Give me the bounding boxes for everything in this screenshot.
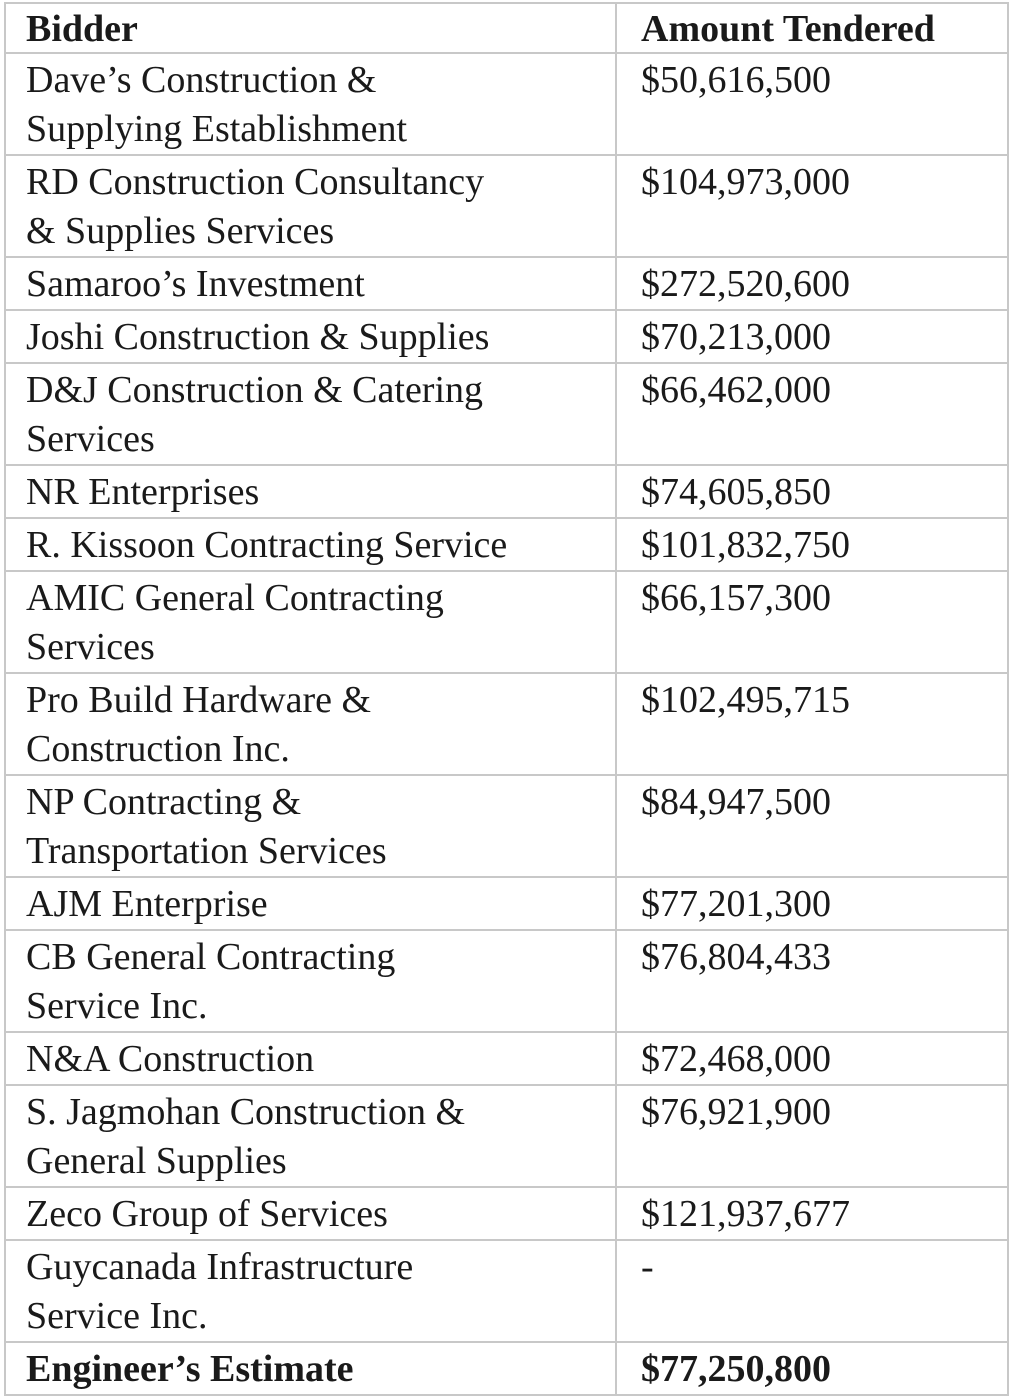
bidder-name-line: R. Kissoon Contracting Service — [26, 524, 508, 566]
table-row — [5, 53, 1008, 155]
amount-column-header: Amount Tendered — [616, 3, 1008, 53]
bidder-cell — [5, 775, 616, 877]
amount-cell: $66,157,300 — [616, 571, 1008, 673]
bidder-cell — [5, 1085, 616, 1187]
bidder-cell — [5, 673, 616, 775]
amount-cell: $66,462,000 — [616, 363, 1008, 465]
bidder-name-line: Services — [26, 418, 155, 460]
bidder-name-line: Dave’s Construction & — [26, 59, 377, 101]
table-row — [5, 1032, 1008, 1085]
table-row — [5, 363, 1008, 465]
bidder-cell — [5, 1032, 616, 1085]
bidder-name-line: RD Construction Consultancy — [26, 161, 485, 203]
amount-cell: $104,973,000 — [616, 155, 1008, 257]
bidder-cell — [5, 465, 616, 518]
amount-cell: $101,832,750 — [616, 518, 1008, 571]
header-row — [5, 3, 1008, 53]
bidder-name-line: & Supplies Services — [26, 210, 335, 252]
bidder-name-line: NP Contracting & — [26, 781, 302, 823]
table-row — [5, 155, 1008, 257]
bidder-name-line: Service Inc. — [26, 1295, 208, 1337]
bidder-name-line: Transportation Services — [26, 830, 387, 872]
bidder-cell — [5, 571, 616, 673]
bidder-cell — [5, 1240, 616, 1342]
table-row — [5, 465, 1008, 518]
bidder-name-line: Services — [26, 626, 155, 668]
bidder-cell — [5, 53, 616, 155]
bidder-cell — [5, 363, 616, 465]
bidder-name-line: Joshi Construction & Supplies — [26, 316, 490, 358]
bidder-name-line: AJM Enterprise — [26, 883, 268, 925]
table-row — [5, 1187, 1008, 1240]
estimate-amount: $77,250,800 — [616, 1342, 1008, 1395]
bidder-name-line: S. Jagmohan Construction & — [26, 1091, 466, 1133]
bidder-name-line: Samaroo’s Investment — [26, 263, 365, 305]
amount-cell: $121,937,677 — [616, 1187, 1008, 1240]
amount-cell: $72,468,000 — [616, 1032, 1008, 1085]
amount-cell: $76,804,433 — [616, 930, 1008, 1032]
table-row — [5, 1240, 1008, 1342]
estimate-label: Engineer’s Estimate — [5, 1342, 616, 1395]
bidder-cell — [5, 1187, 616, 1240]
table-row — [5, 673, 1008, 775]
bidder-name-line: AMIC General Contracting — [26, 577, 444, 619]
bidder-name-line: CB General Contracting — [26, 936, 396, 978]
amount-cell: - — [616, 1240, 1008, 1342]
table-row — [5, 257, 1008, 310]
bidder-name-line: Guycanada Infrastructure — [26, 1246, 414, 1288]
bidder-cell — [5, 310, 616, 363]
bidder-name-line: Zeco Group of Services — [26, 1193, 388, 1235]
bidder-cell — [5, 257, 616, 310]
bidder-name-line: Supplying Establishment — [26, 108, 408, 150]
amount-cell: $102,495,715 — [616, 673, 1008, 775]
bidder-name-line: Service Inc. — [26, 985, 208, 1027]
table-row — [5, 1085, 1008, 1187]
table-row — [5, 877, 1008, 930]
amount-cell: $272,520,600 — [616, 257, 1008, 310]
bidder-name-line: General Supplies — [26, 1140, 287, 1182]
amount-cell: $70,213,000 — [616, 310, 1008, 363]
table-row — [5, 310, 1008, 363]
amount-cell: $77,201,300 — [616, 877, 1008, 930]
bidder-cell — [5, 930, 616, 1032]
amount-cell: $50,616,500 — [616, 53, 1008, 155]
bidder-cell — [5, 877, 616, 930]
amount-cell: $74,605,850 — [616, 465, 1008, 518]
amount-cell: $84,947,500 — [616, 775, 1008, 877]
bidder-column-header: Bidder — [5, 3, 616, 53]
bidder-cell — [5, 155, 616, 257]
table-row — [5, 775, 1008, 877]
bidder-name-line: D&J Construction & Catering — [26, 369, 484, 411]
bidder-name-line: Pro Build Hardware & — [26, 679, 372, 721]
amount-cell: $76,921,900 — [616, 1085, 1008, 1187]
bidder-cell — [5, 518, 616, 571]
table-row — [5, 930, 1008, 1032]
estimate-row — [5, 1342, 1008, 1395]
bid-table — [4, 2, 1009, 1396]
bidder-name-line: NR Enterprises — [26, 471, 260, 513]
table-row — [5, 518, 1008, 571]
bidder-name-line: N&A Construction — [26, 1038, 315, 1080]
bidder-name-line: Construction Inc. — [26, 728, 290, 770]
table-row — [5, 571, 1008, 673]
